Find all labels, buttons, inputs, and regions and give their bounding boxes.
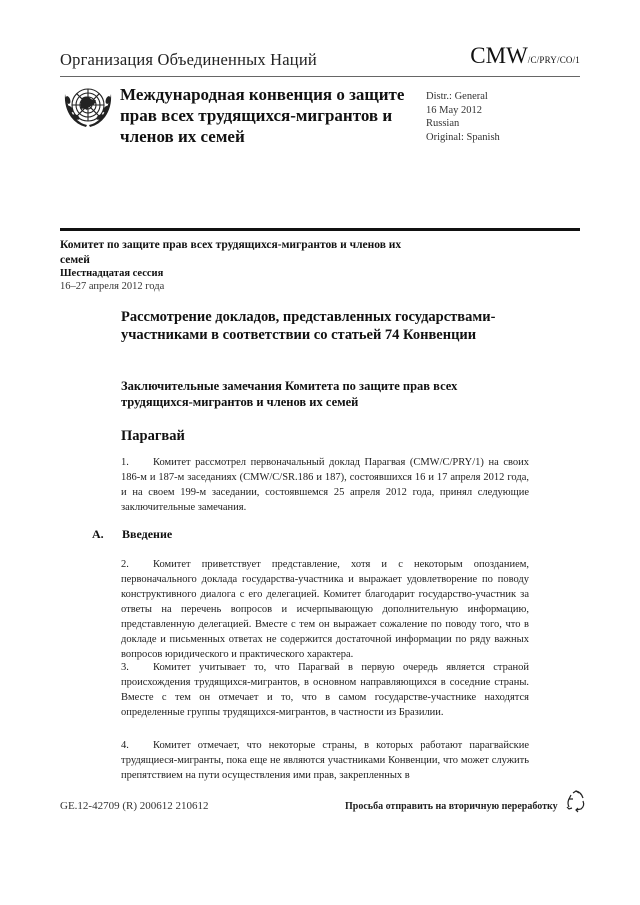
document-date: 16 May 2012 [426,104,482,116]
paragraph-2 [121,557,529,662]
paragraph-text: Комитет отмечает, что некоторые страны, в которых работают парагвайские трудящиеся-мигранты, пока еще не являются участниками Конвенции, что может служить препятствием на пути осуществления ими прав, закрепленных в [121,740,529,781]
committee-dates: 16–27 апреля 2012 года [60,281,165,292]
paragraph-4 [121,738,529,783]
section-title: Введение [122,527,173,541]
section-letter: A. [92,527,104,541]
header-rule [60,76,580,77]
recycle-icon [565,789,587,813]
distr-label: Distr.: General [426,91,488,102]
paragraph-number: 3. [121,662,129,673]
paragraph-3 [121,660,529,720]
un-emblem-icon [62,80,114,136]
symbol-main: CMW [470,43,528,68]
recycle-note: Просьба отправить на вторичную переработку [345,801,558,812]
section-a-heading [92,527,172,542]
distribution-block [426,90,500,144]
country-heading: Парагвай [121,428,185,444]
paragraph-1 [121,455,529,515]
document-symbol [470,43,580,69]
committee-session: Шестнадцатая сессия [60,268,164,279]
symbol-sub: /C/PRY/CO/1 [527,55,580,65]
paragraph-text: Комитет учитывает то, что Парагвай в первую очередь является страной происхождения трудящихся-мигрантов, в основном направляющихся в соседние страны. Вместе с тем он отмечает и то, что в самом государстве-участнике находятся определенные группы трудящихся-мигрантов, в частности из Бразилии. [121,662,529,718]
paragraph-number: 1. [121,457,129,468]
convention-title: Международная конвенция о защите прав всех трудящихся-мигрантов и членов их семей [120,85,405,146]
paragraph-number: 2. [121,559,129,570]
document-language: Russian [426,118,460,129]
section-rule [60,228,580,231]
paragraph-number: 4. [121,740,129,751]
paragraph-text: Комитет приветствует представление, хотя и с некоторым опозданием, первоначального доклада государства-участника и выражает удовлетворение по поводу конструктивного диалога с его делегацией. Комитет благодарит государство-участник за ответы на перечень вопросов и исчерпывающую дополнительную информацию, представленную делегацией. Вместе с тем он выражает сожаление по поводу того, что в докладе и письменных ответах не содержится достаточной информации по ряду важных вопросов юридического и практического характера. [121,559,529,660]
organization-name: Организация Объединенных Наций [60,50,317,69]
committee-title: Комитет по защите прав всех трудящихся-мигрантов и членов их семей [60,239,402,266]
job-number: GE.12-42709 (R) 200612 210612 [60,800,209,812]
document-heading: Рассмотрение докладов, представленных государствами-участниками в соответствии со статьей 74 Конвенции [121,309,496,343]
paragraph-text: Комитет рассмотрел первоначальный доклад Парагвая (CMW/C/PRY/1) на своих 186-м и 187-м заседаниях (CMW/C/SR.186 и 187), состоявшихся 16 и 17 апреля 2012 года, и на своем 199-м заседании, состоявшемся 25 апреля 2012 года, принял следующие заключительные замечания. [121,457,529,513]
committee-block [60,238,420,293]
document-subheading: Заключительные замечания Комитета по защите прав всех трудящихся-мигрантов и членов их семей [121,379,458,409]
original-language: Original: Spanish [426,131,500,143]
